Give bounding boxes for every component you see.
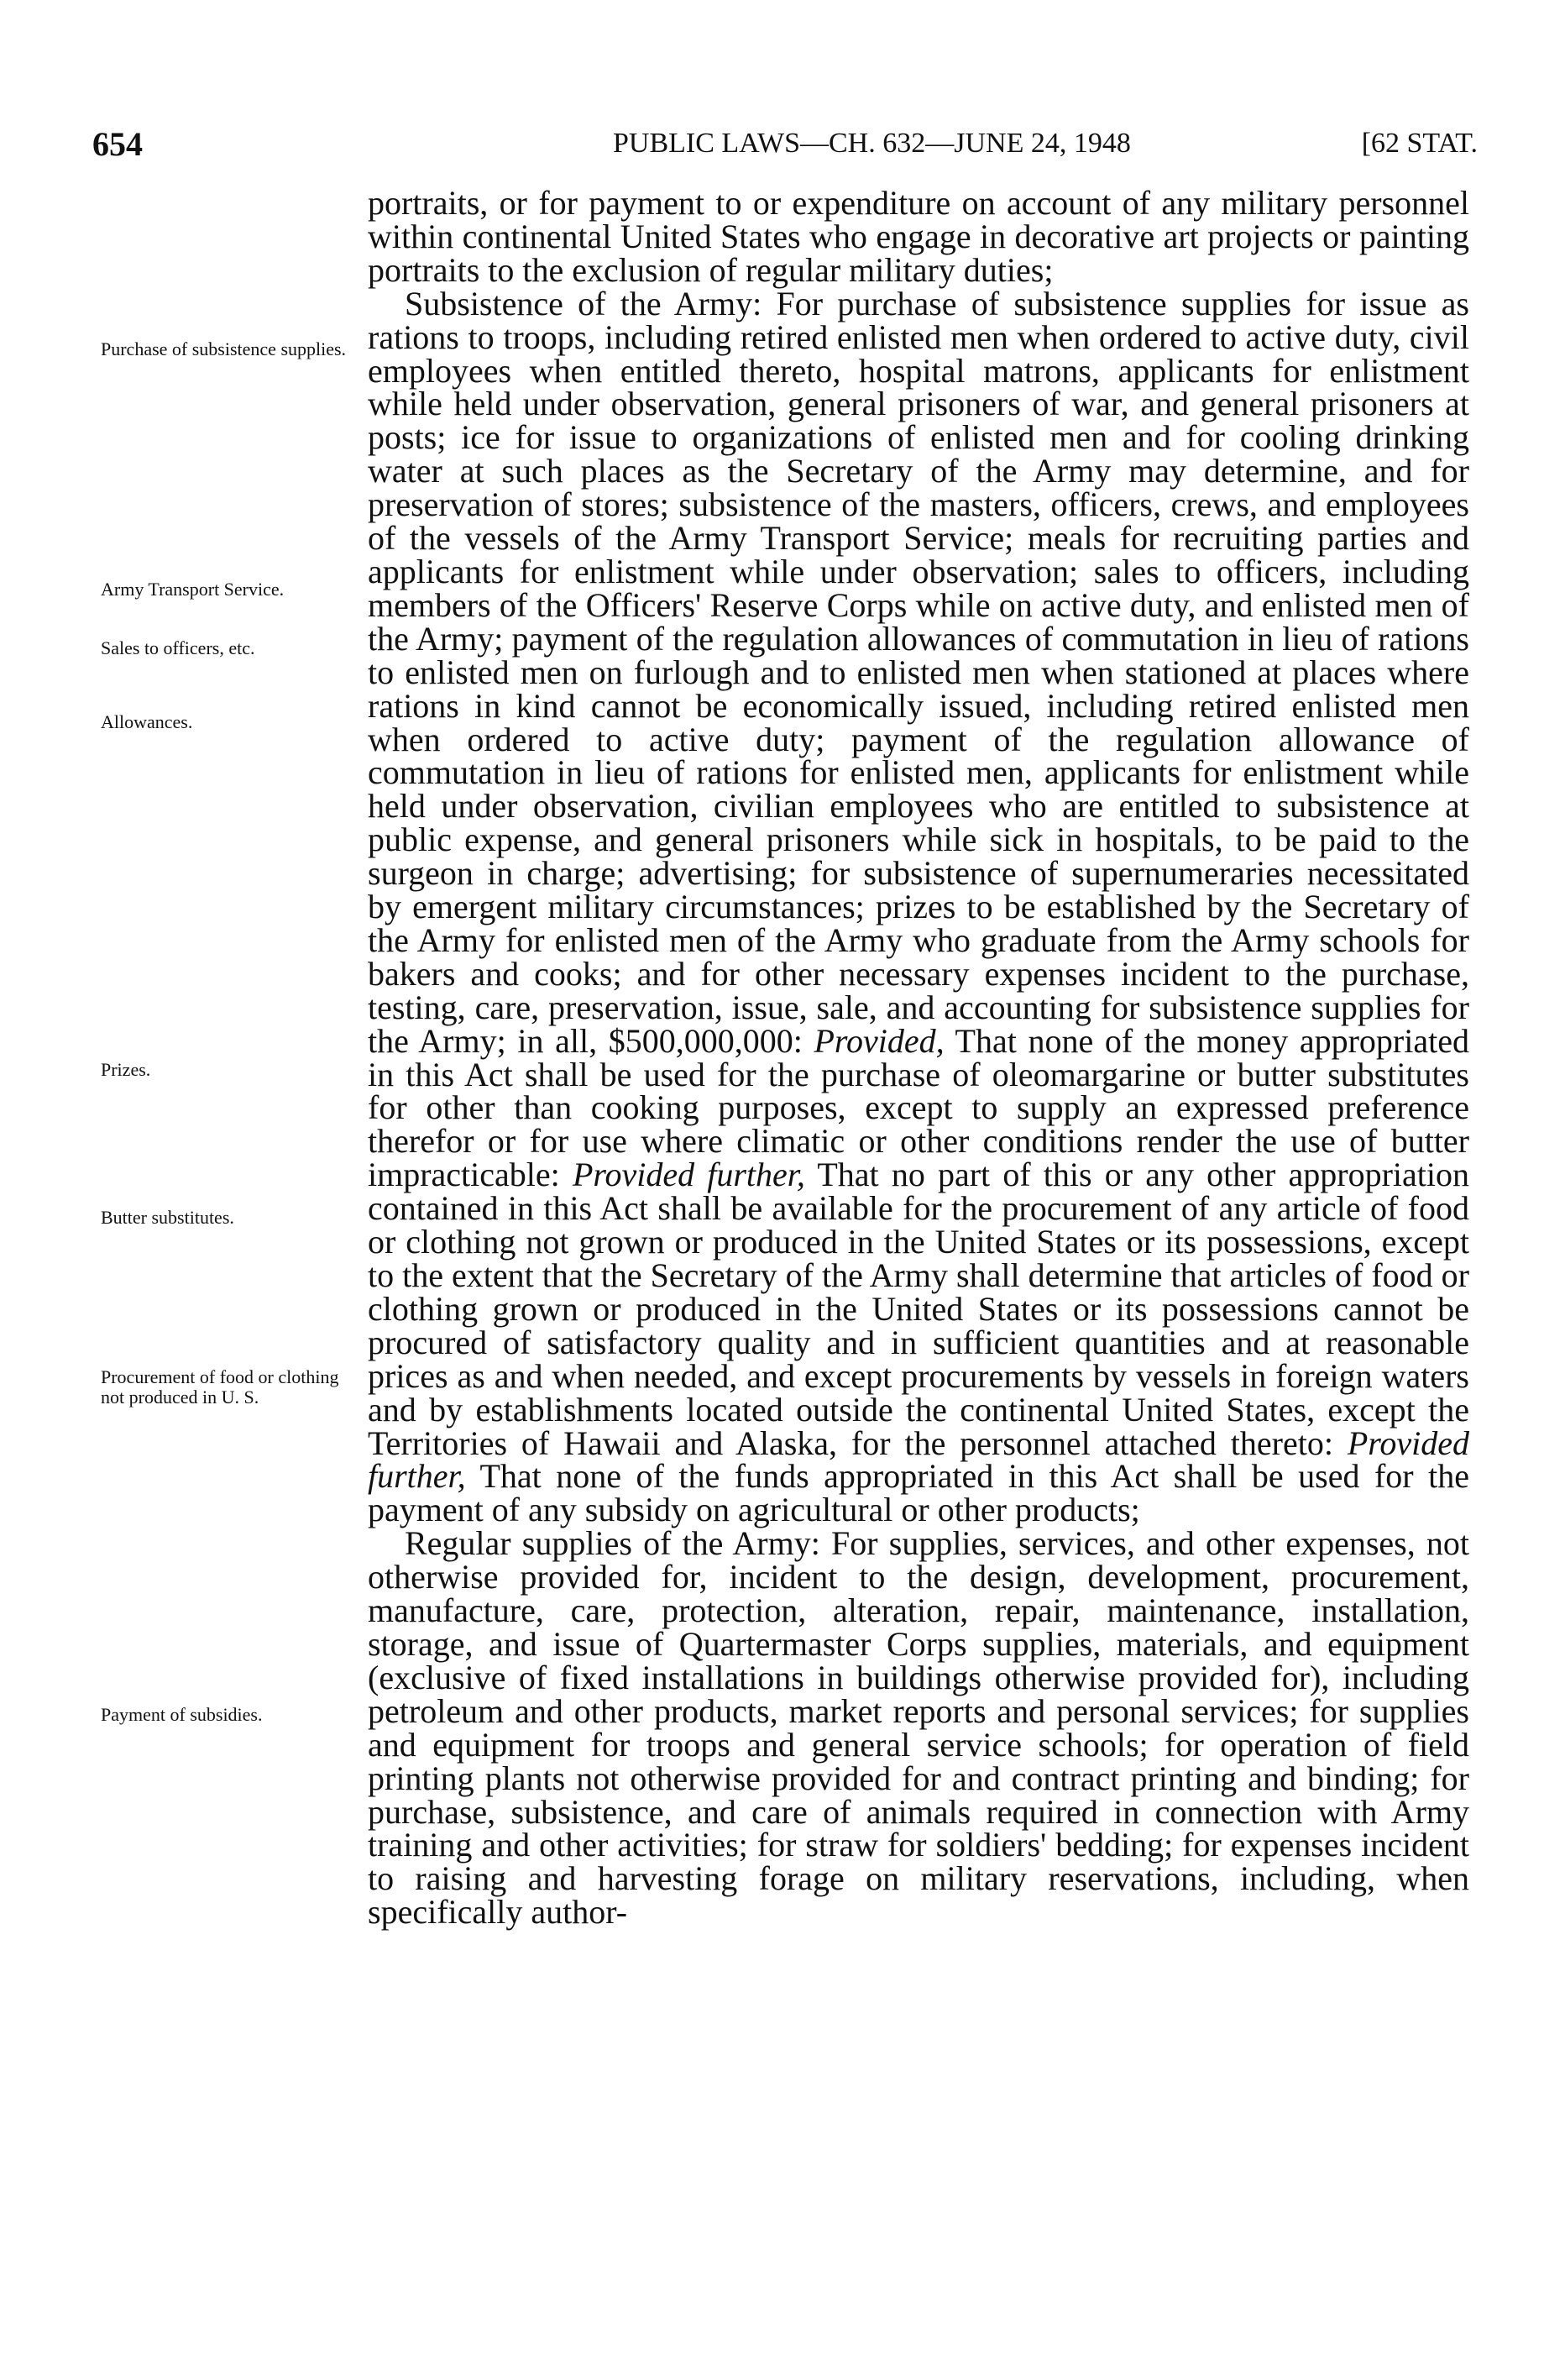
paragraph-regular-supplies: Regular supplies of the Army: For supplies, services, and other expenses, not otherwise provided for, incident to the design, development, procurement, manufacture, care, protection, alteration, repair, maintenance, installation, storage, and issue of Quartermaster Corps supplies, materials, and equipment (exclusive of fixed installations in buildings otherwise provided for), including petroleum and other products, market reports and personal services; for supplies and equipment for troops and general service schools; for operation of field printing plants not otherwise provided for and contract printing and binding; for purchase, subsistence, and care of animals required in connection with Army training and other activities; for straw for soldiers' bedding; for expenses incident to raising and harvesting forage on military reservations, including, when specifically author-	[368, 1524, 1469, 1932]
margin-note: Payment of subsidies.	[101, 1704, 263, 1725]
proviso-label: Provided further,	[368, 1423, 1469, 1496]
page-number: 654	[92, 125, 143, 163]
margin-note: Procurement of food or clothing not produced in U. S.	[101, 1366, 339, 1408]
statute-reference: [62 STAT.	[1361, 128, 1478, 159]
proviso-label: Provided further,	[572, 1156, 805, 1194]
paragraph-subsistence: Subsistence of the Army: For purchase of subsistence supplies for issue as rations to troops, including retired enlisted men when ordered to active duty, civil employees when entitled thereto, hospital matrons, applicants for enlistment while held under observation, general prisoners of war, and general prisoners at posts; ice for issue to organizations of enlisted men and for cooling drinking water at such places as the Secretary of the Army may determine, and for preservation of stores; subsistence of the masters, officers, crews, and employees of the vessels of the Army Transport Service; meals for recruiting parties and applicants for enlistment while under observation; sales to officers, including members of the Officers' Reserve Corps while on active duty, and enlisted men of the Army; payment of the regulation allowances of commutation in lieu of rations to enlisted men on furlough and to enlisted men when stationed at places where rations in kind cannot be economically issued, including retired enlisted men when ordered to active duty; payment of the regulation allowance of commutation in lieu of rations for enlisted men, applicants for enlistment while held under observation, civilian employees who are entitled to subsistence at public expense, and general prisoners while sick in hospitals, to be paid to the surgeon in charge; advertising; for subsistence of supernumeraries necessitated by emergent military circumstances; prizes to be established by the Secretary of the Army for enlisted men of the Army who graduate from the Army schools for bakers and cooks; and for other necessary expenses incident to the purchase, testing, care, preservation, issue, sale, and accounting for subsistence supplies for the Army; in all, $500,000,000: Provided, That none of the money appropriated in this Act shall be used for the purchase of oleomargarine or butter substitutes for other than cooking purposes, except to supply an expressed preference therefor or for use where climatic or other conditions render the use of butter impracticable: Provided further, That no part of this or any other appropriation contained in this Act shall be available for the procurement of any article of food or clothing not grown or produced in the United States or its possessions, except to the extent that the Secretary of the Army shall determine that articles of food or clothing grown or produced in the United States or its possessions cannot be procured of satisfactory quality and in sufficient quantities and at reasonable prices as and when needed, and except procurements by vessels in foreign waters and by establishments located outside the continental United States, except the Territories of Hawaii and Alaska, for the personnel attached thereto: Provided further, That none of the funds appropriated in this Act shall be used for the payment of any subsidy on agricultural or other products;	[368, 284, 1469, 1529]
margin-note: Purchase of subsistence supplies.	[101, 338, 347, 359]
body-text	[368, 184, 1469, 1932]
paragraph-continuation: portraits, or for payment to or expenditure on account of any military personnel within continental United States who engage in decorative art projects or painting portraits to the exclusion of regular military duties;	[368, 184, 1469, 289]
margin-note: Butter substitutes.	[101, 1207, 234, 1228]
margin-note: Army Transport Service.	[101, 579, 285, 600]
proviso-label: Provided,	[814, 1021, 945, 1060]
margin-note: Sales to officers, etc.	[101, 637, 255, 658]
running-head: PUBLIC LAWS—CH. 632—JUNE 24, 1948	[613, 128, 1131, 159]
margin-note: Allowances.	[101, 711, 193, 732]
page-header	[92, 124, 1478, 166]
margin-note: Prizes.	[101, 1059, 151, 1080]
